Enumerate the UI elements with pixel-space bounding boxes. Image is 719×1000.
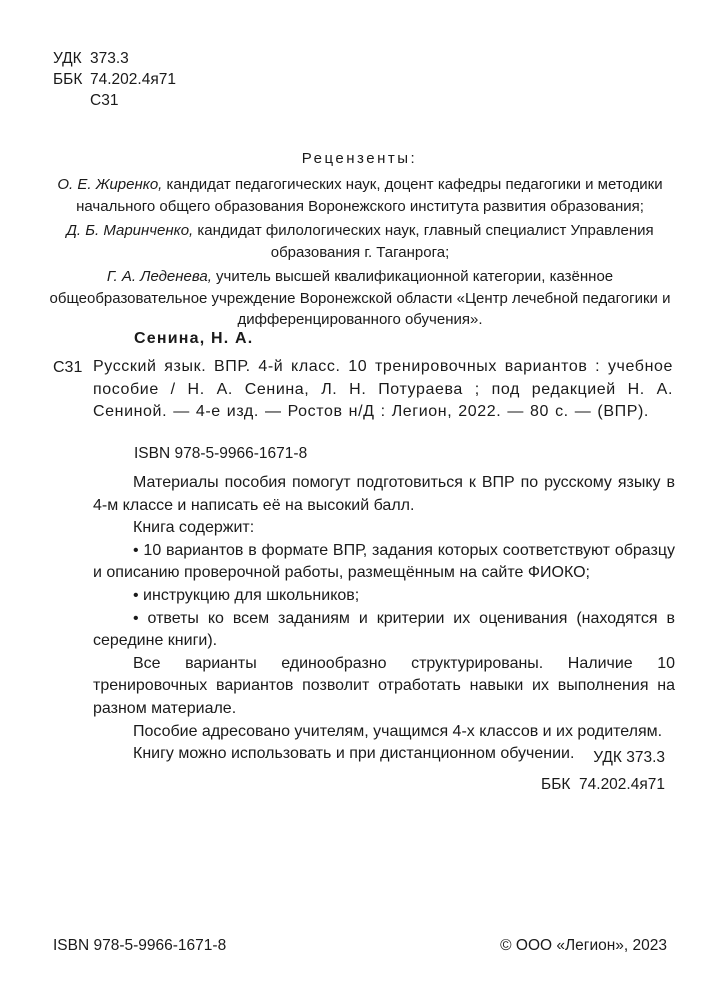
catalog-codes-bottom: [520, 744, 665, 798]
isbn-record: ISBN 978-5-9966-1671-8: [134, 445, 308, 462]
bbk-row: [53, 69, 176, 90]
annotation-bullet: • 10 вариантов в формате ВПР, задания которых соответствуют образцу и описанию проверочной работы, размещённым на сайте ФИОКО;: [93, 541, 675, 582]
reviewer-description: кандидат филологических наук, главный специалист Управления образования г. Таганрога;: [193, 222, 654, 261]
annotation: [93, 472, 675, 766]
annotation-paragraph: Пособие адресовано учителям, учащимся 4-х классов и их родителям.: [133, 722, 663, 740]
annotation-bullet: • ответы ко всем заданиям и критерии их оценивания (находятся в середине книги).: [93, 609, 675, 650]
reviewer: [40, 220, 680, 263]
bbk-code: ББК 74.202.4я71: [541, 776, 665, 793]
udk-code: УДК 373.3: [593, 749, 665, 766]
copyright: © ООО «Легион», 2023: [500, 937, 667, 954]
annotation-bullet: • инструкцию для школьников;: [133, 586, 360, 604]
reviewers-list: [40, 174, 680, 334]
author-mark: С31: [90, 92, 119, 109]
reviewer-description: кандидат педагогических наук, доцент кафедры педагогики и методики начального общего образования Воронежского института развития образования;: [76, 176, 663, 215]
annotation-paragraph: Материалы пособия помогут подготовиться к ВПР по русскому языку в 4-м классе и написать её на высокий балл.: [93, 474, 675, 514]
bbk-label: ББК: [53, 71, 83, 88]
bibliographic-description: Русский язык. ВПР. 4-й класс. 10 тренировочных вариантов : учебное пособие / Н. А. Сенина, Л. Н. Потураева ; под редакцией Н. А. Сениной. — 4-е изд. — Ростов н/Д : Легион, 2022. — 80 с. — (ВПР).: [93, 358, 673, 420]
book-author: Сенина, Н. А.: [134, 330, 254, 347]
reviewer-description: учитель высшей квалификационной категории, казённое общеобразовательное учреждение Воронежской области «Центр лечебной педагогики и дифференцированного обучения».: [49, 268, 671, 328]
catalog-codes-top: [53, 48, 176, 111]
reviewer: [40, 174, 680, 217]
footer-isbn: ISBN 978-5-9966-1671-8: [53, 937, 227, 954]
annotation-paragraph: Книгу можно использовать и при дистанционном обучении.: [133, 745, 575, 763]
udk-label: УДК: [53, 50, 82, 67]
reviewer-name: Д. Б. Маринченко,: [66, 222, 194, 239]
reviewer: [40, 266, 680, 331]
udk-value: 373.3: [90, 50, 129, 67]
reviewers-heading: Рецензенты:: [301, 150, 418, 167]
reviewer-name: О. Е. Жиренко,: [57, 176, 163, 193]
udk-row: [53, 48, 176, 69]
bbk-value: 74.202.4я71: [90, 71, 176, 88]
catalog-code: С31: [53, 359, 83, 376]
reviewer-name: Г. А. Леденева,: [106, 268, 212, 285]
annotation-paragraph: Книга содержит:: [133, 519, 255, 537]
annotation-paragraph: Все варианты единообразно структурированы. Наличие 10 тренировочных вариантов позволит отработать навыки их выполнения на разном материале.: [93, 654, 675, 717]
